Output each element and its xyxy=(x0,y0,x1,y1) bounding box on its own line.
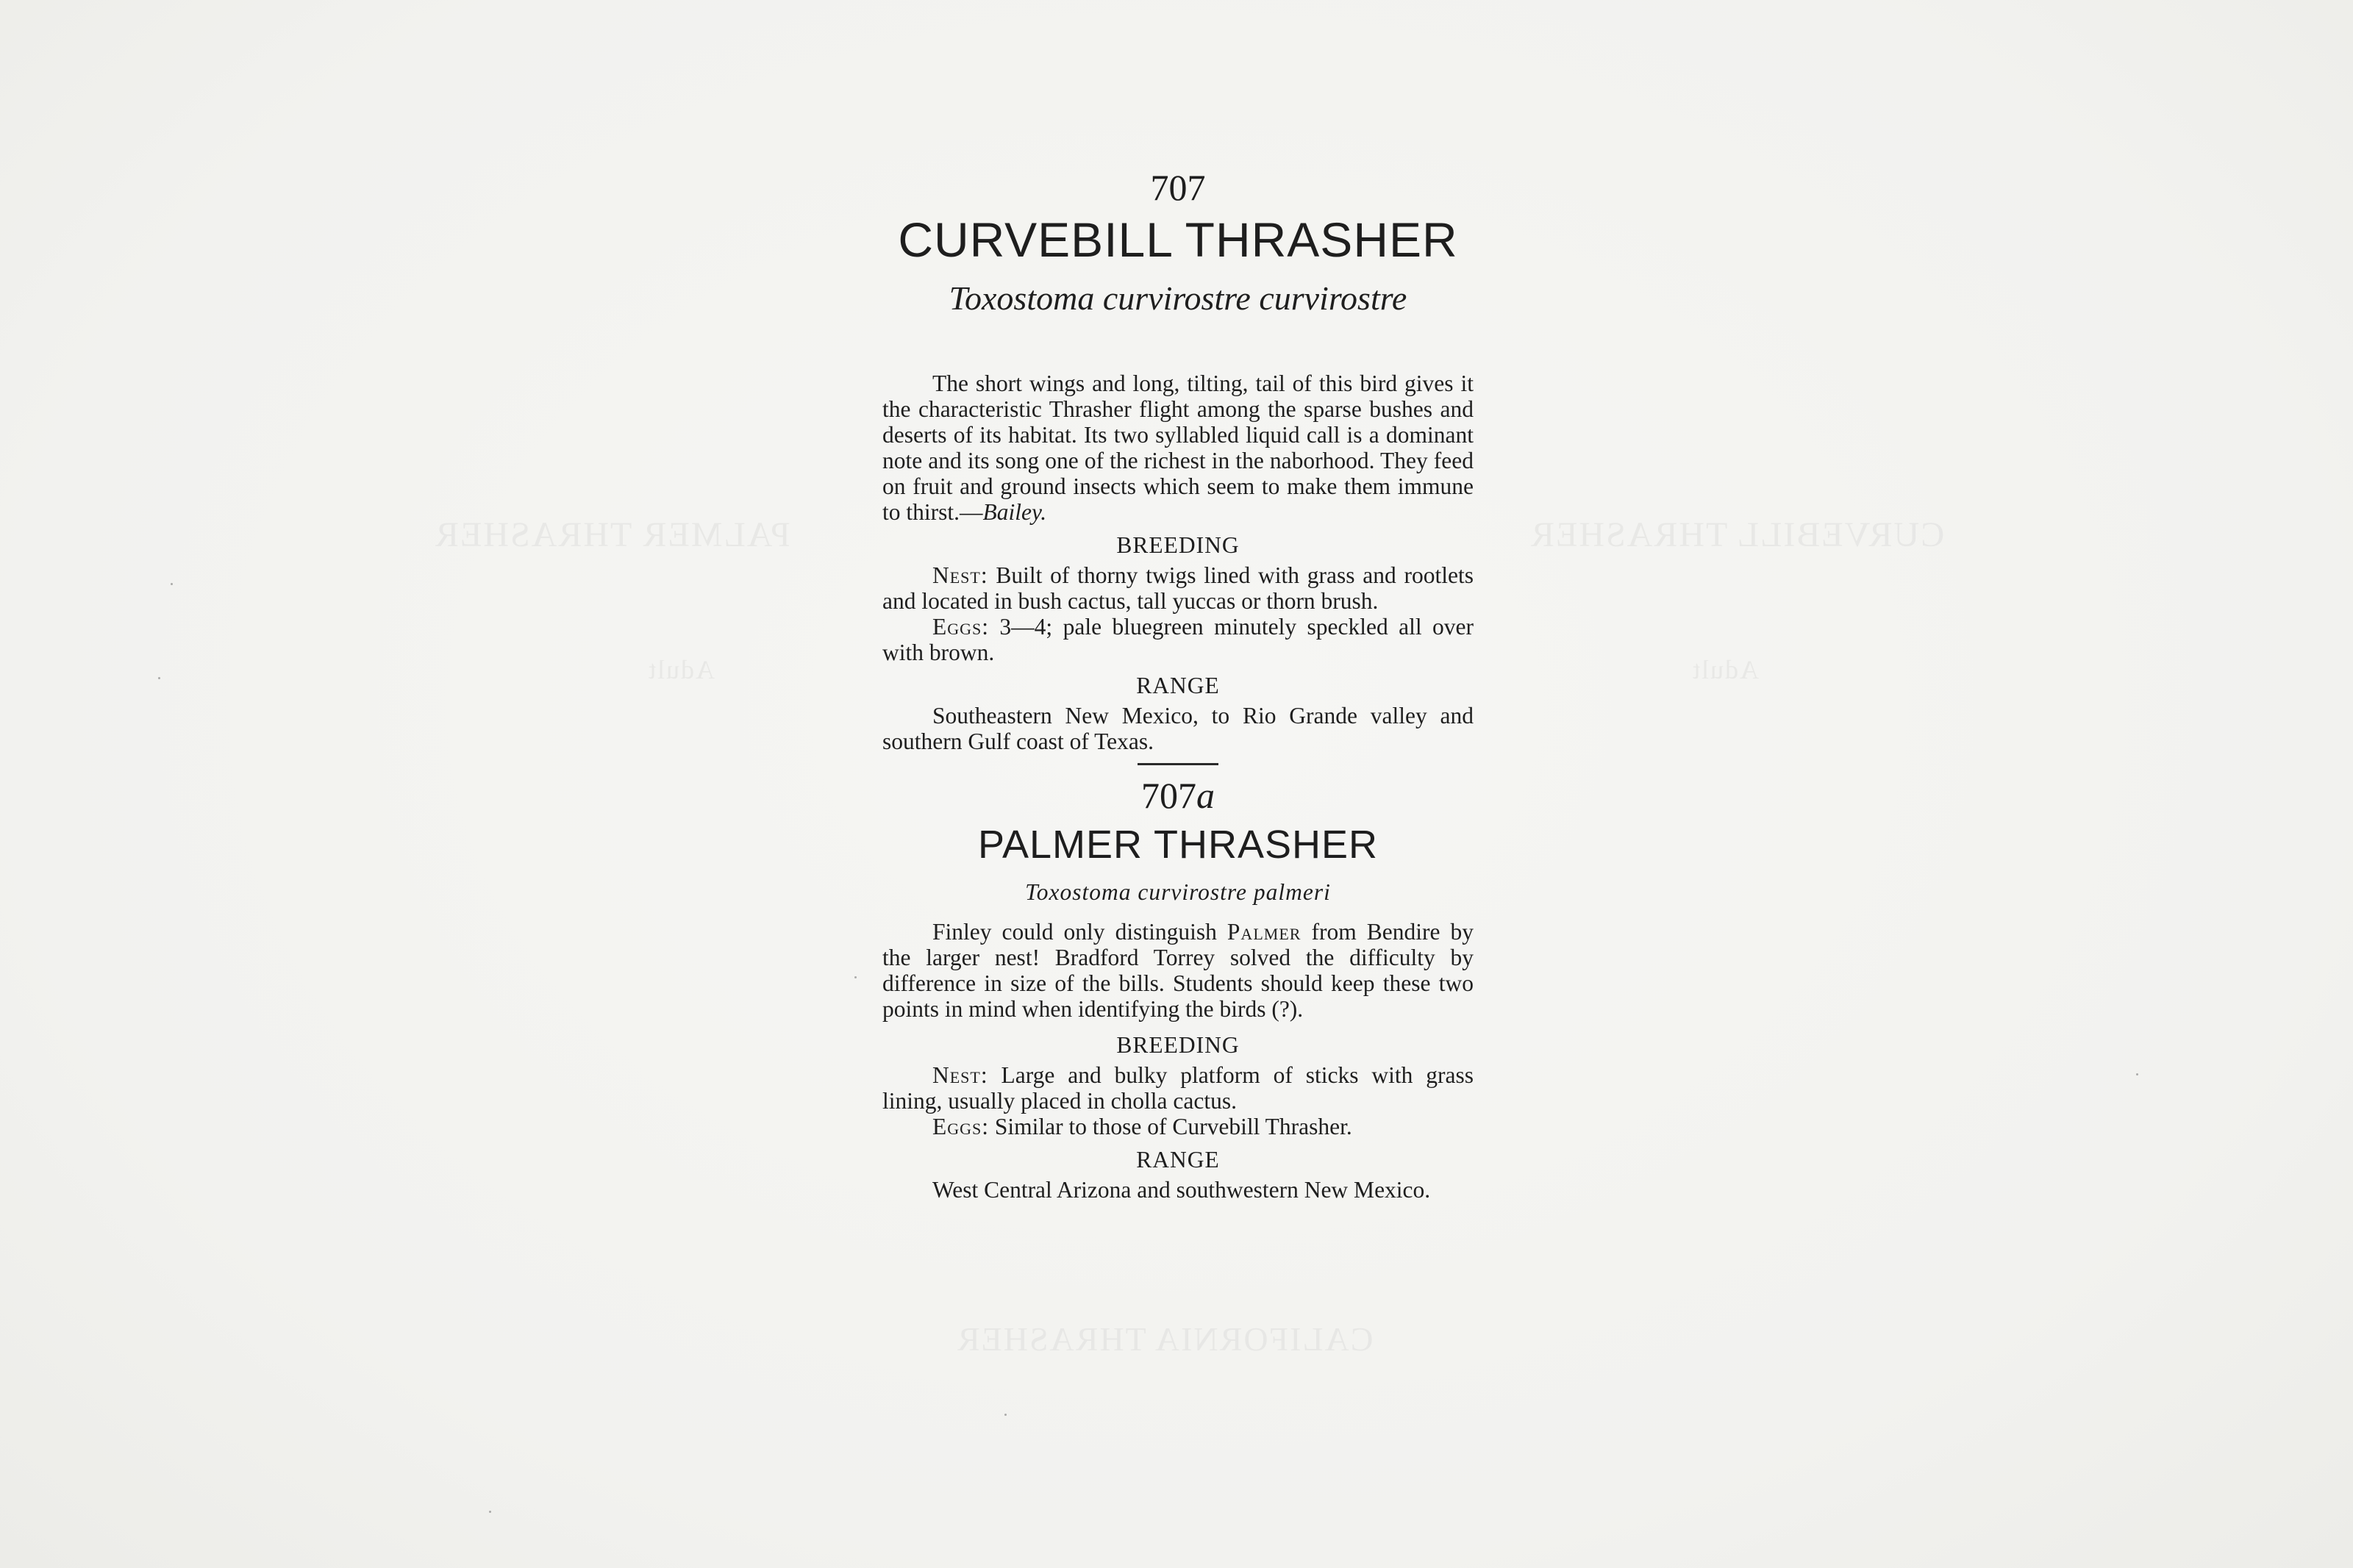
species-number: 707 xyxy=(1150,167,1206,208)
range-paragraph: Southeastern New Mexico, to Rio Grande valley and southern Gulf coast of Texas. xyxy=(882,703,1474,755)
eggs-label-2: Eggs: xyxy=(932,1113,990,1139)
bleed-through-right-title: PALMER THRASHER xyxy=(434,515,790,554)
eggs-label: Eggs: xyxy=(932,614,990,640)
bleed-through-bottom-title: CALIFORNIA THRASHER xyxy=(956,1320,1374,1358)
eggs-text: 3—4; pale bluegreen minutely speckled all over with brown. xyxy=(882,614,1474,666)
paper-speck xyxy=(2136,1073,2138,1075)
range-heading-2: RANGE xyxy=(1136,1146,1220,1173)
paper-speck xyxy=(1004,1414,1007,1416)
nest-text-2: Large and bulky platform of sticks with grass lining, usually placed in cholla cactus. xyxy=(882,1062,1474,1114)
species-description xyxy=(882,370,1474,525)
paper-speck xyxy=(158,677,160,679)
subspecies-description xyxy=(882,919,1474,1022)
nest-paragraph-2 xyxy=(882,1062,1474,1114)
nest-label: Nest: xyxy=(932,562,988,589)
description-post: from Bendire by the larger nest! Bradford Torrey solved the difficulty by difference in size of the bills. Students should keep these two points in mind when identifying the birds (?). xyxy=(882,918,1474,1022)
bleed-through-right-caption: Adult xyxy=(647,655,715,684)
nest-label-2: Nest: xyxy=(932,1062,988,1088)
paper-speck xyxy=(171,583,173,585)
range-heading: RANGE xyxy=(1136,673,1220,699)
eggs-paragraph xyxy=(882,614,1474,665)
subspecies-common-name: PALMER THRASHER xyxy=(977,823,1379,867)
description-pre: Finley could only distinguish xyxy=(932,918,1227,945)
description-author: Bailey. xyxy=(982,499,1047,526)
description-caps: Palmer xyxy=(1227,918,1302,945)
subspecies-number-base: 707 xyxy=(1141,775,1196,817)
section-divider xyxy=(1138,763,1218,765)
subspecies-number-suffix: a xyxy=(1196,775,1215,817)
paper-speck xyxy=(489,1511,491,1513)
nest-paragraph xyxy=(882,562,1474,614)
paper-speck xyxy=(854,976,857,978)
breeding-heading-2: BREEDING xyxy=(1116,1031,1240,1058)
range-paragraph-2: West Central Arizona and southwestern New Mexico. xyxy=(932,1176,1431,1203)
breeding-heading: BREEDING xyxy=(1116,532,1240,559)
bleed-through-left-caption: Adult xyxy=(1691,655,1760,684)
nest-text: Built of thorny twigs lined with grass and rootlets and located in bush cactus, tall yuccas or thorn brush. xyxy=(882,562,1474,615)
description-text: The short wings and long, tilting, tail of this bird gives it the characteristic Thrasher flight among the sparse bushes and deserts of its habitat. Its two syllabled liquid call is a dominant note and its song one of the richest in the naborhood. They feed on fruit and ground insects which seem to make them immune to thirst.— xyxy=(882,370,1474,526)
species-common-name: CURVEBILL THRASHER xyxy=(898,212,1458,267)
species-scientific-name: Toxostoma curvirostre curvirostre xyxy=(949,279,1407,318)
text-column xyxy=(882,169,1474,1203)
eggs-text-2: Similar to those of Curvebill Thrasher. xyxy=(989,1113,1352,1139)
eggs-paragraph-2 xyxy=(882,1114,1474,1139)
bleed-through-left-title: CURVEBILL THRASHER xyxy=(1529,515,1945,554)
subspecies-number xyxy=(882,775,1474,817)
subspecies-scientific-name: Toxostoma curvirostre palmeri xyxy=(1025,878,1331,905)
